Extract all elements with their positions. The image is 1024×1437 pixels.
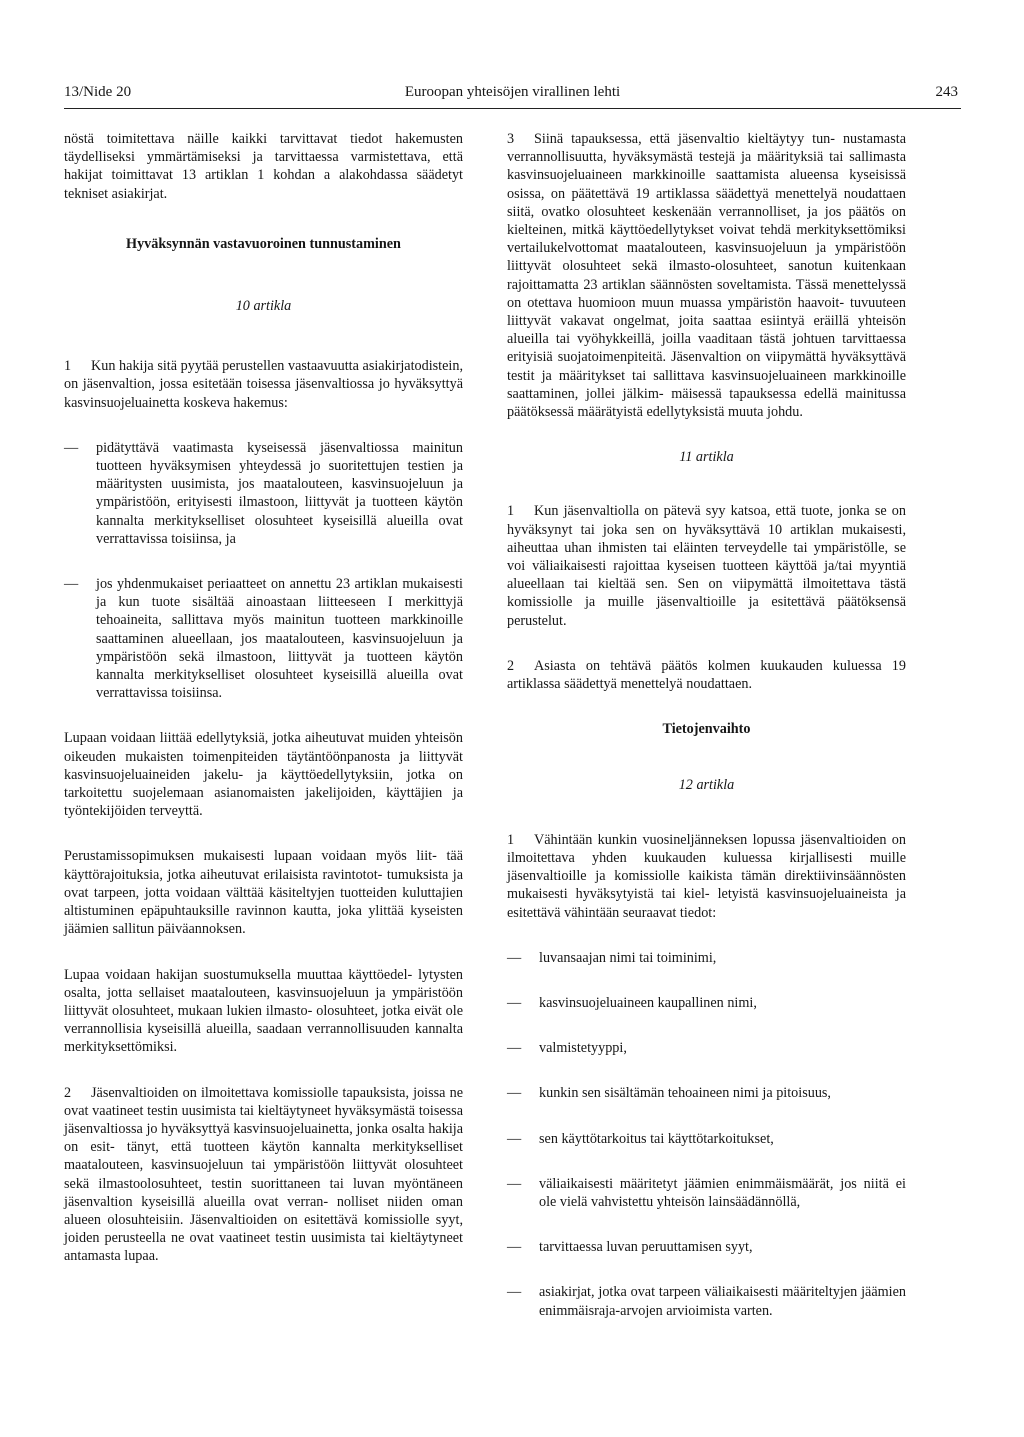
list-item-text: kunkin sen sisältämän tehoaineen nimi ja pitoisuus, xyxy=(539,1085,831,1102)
article-10-paragraph-2 xyxy=(64,1084,463,1266)
list-item-text: väliaikaisesti määritetyt jäämien enimmäismäärät, jos niitä ei ole vielä vahvistettu yhteisön lainsäädännöllä, xyxy=(539,1175,906,1210)
list-item xyxy=(507,1084,906,1102)
list-item xyxy=(507,949,906,967)
list-item-text: tarvittaessa luvan peruuttamisen syyt, xyxy=(539,1239,753,1256)
paragraph-number: 2 xyxy=(64,1084,72,1101)
paragraph-number: 2 xyxy=(507,657,515,674)
dash-marker: — xyxy=(507,994,522,1011)
list-item xyxy=(507,1039,906,1057)
section-heading-information-exchange: Tietojenvaihto xyxy=(662,721,751,738)
list-item xyxy=(507,1175,906,1211)
page-number: 243 xyxy=(935,84,958,100)
page-header xyxy=(64,84,961,109)
paragraph-restrictions: Perustamissopimuksen mukaisesti lupaan voidaan myös liit- tää käyttörajoituksia, jotka aiheutuvat erilaisista ravintotot- tumuksista ja ovat tarpeen, jotta voidaan välttää käsiteltyjen tuotteiden kuluttajien altistuminen epäpuhtauksille ravinnon kautta, joka ylittää kyseisten jäämien sallitun päiväannoksen. xyxy=(64,848,463,938)
list-item-text: sen käyttötarkoitus tai käyttötarkoitukset, xyxy=(539,1130,774,1147)
article-10-paragraph-3 xyxy=(507,130,906,421)
list-item-dash-1 xyxy=(64,439,463,548)
paragraph-text: Vähintään kunkin vuosineljänneksen lopussa jäsenvaltioiden on ilmoitettava yhden kuukauden kuluessa kirjallisesti muille jäsenvaltioille ja komissiolle kaikista tämän direktiivinsäännösten mukaisesti hyväksytyistä tai kiel- letyistä kasvinsuojeluaineista ja esitettävä vähintään seuraavat tiedot: xyxy=(507,831,906,921)
section-heading-mutual-recognition: Hyväksynnän vastavuoroinen tunnustaminen xyxy=(126,235,401,252)
list-item xyxy=(507,1238,906,1256)
required-information-list xyxy=(507,949,906,1320)
list-item-dash-2 xyxy=(64,575,463,702)
dash-marker: — xyxy=(507,1175,522,1192)
right-column xyxy=(507,130,906,1347)
dash-marker: — xyxy=(64,576,79,593)
dash-marker: — xyxy=(507,949,522,966)
article-12-paragraph-1 xyxy=(507,831,906,922)
list-item-text: pidätyttävä vaatimasta kyseisessä jäsenvaltiossa mainitun tuotteen hyväksymisen yhteydessä jo suoritettujen testien ja määritysten uusimista, jos maatalouteen, kasvinsuojeluun ja ympäristöön, erityisesti ilmastoon, liittyvät ja tuotteen käytön kannalta merkitykselliset olosuhteet kyseisillä alueilla ovat verrattavissa toisiinsa, ja xyxy=(96,439,463,547)
dash-marker: — xyxy=(507,1130,522,1147)
paragraph-text: Kun jäsenvaltiolla on pätevä syy katsoa, että tuote, jonka se on hyväksynyt tai joka sen on hyväksyttävä 10 artiklan mukaisesti, aiheuttaa uhan ihmisten tai eläinten terveydelle tai ympäristölle, se voi väliaikaisesti rajoittaa kyseisen tuotteen käyttöä ja/tai myyntiä alueellaan tai kieltää sen. Sen on viipymättä ilmoitettava tästä komissiolle ja muille jäsenvaltioille ja esitettävä päätöksensä perustelut. xyxy=(507,503,906,629)
list-item xyxy=(507,1283,906,1319)
paragraph-continued: nöstä toimitettava näille kaikki tarvittavat tiedot hakemusten täydelliseksi ymmärtämiseksi ja tarvittaessa varmistettava, että hakijat toimittavat 13 artiklan 1 kohdan a alakohdassa säädetyt tekniset asiakirjat. xyxy=(64,131,463,202)
article-11-paragraph-2 xyxy=(507,657,906,693)
article-12-title: 12 artikla xyxy=(678,777,735,794)
article-11-paragraph-1 xyxy=(507,502,906,629)
list-item-text: jos yhdenmukaiset periaatteet on annettu 23 artiklan mukaisesti ja kun tuote sisältää ainoastaan liitteeseen I merkittyjä tehoaineita, sallittava myös mainitun tuotteen markkinoille saattaminen alueellaan, jos maatalouteen, kasvinsuojeluun ja ympäristöön sekä ilmastoon, liittyvät ja tuotteen käytön kannalta merkitykselliset olosuhteet kyseisillä alueilla ovat verrattavissa toisiinsa. xyxy=(96,576,463,702)
list-item xyxy=(507,1130,906,1148)
paragraph-amendment: Lupaa voidaan hakijan suostumuksella muuttaa käyttöedel- lytysten osalta, jotta sellaiset maatalouteen, kasvinsuojeluun ja ympäristöön liittyvät olosuhteet, mukaan lukien ilmasto- olosuhteet, jotka eivät ole verrannollisia kyseisillä alueilla, saadaan verrannollisuuden kannalta merkityksettömiksi. xyxy=(64,966,463,1056)
paragraph-conditions: Lupaan voidaan liittää edellytyksiä, jotka aiheutuvat muiden yhteisön oikeuden mukaisten toimenpiteiden täytäntöönpanosta ja liittyvät kasvinsuojeluaineiden jakelu- ja käyttöedellytyksiin, jotka on tarkoitettu suojelemaan asianomaisten jakelijoiden, käyttäjien ja työntekijöiden terveyttä. xyxy=(64,730,463,820)
paragraph-text: Siinä tapauksessa, että jäsenvaltio kieltäytyy tun- nustamasta verrannollisuutta, hyväksymästä testejä ja määrityksiä tai sallimasta kasvinsuojeluaineen markkinoille saattamista alueensa kyseisissä osissa, on päätettävä 19 artiklassa säädettyä menettelyä noudattaen siitä, ovatko olosuhteet keskenään verrannolliset, ja jos päätös on kielteinen, mitkä käyttöedellytykset voivat tehdä merkityksettömiksi vertailukelvottomat maatalouteen, kasvinsuojeluun ja ympäristöön liittyvät olosuhteet sekä ilmasto-olosuhteet, sanotun kuitenkaan rajoittamatta 23 artiklan säännösten soveltamista. Tässä menettelyssä on otettava huomioon muun muassa ympäristön haavoit- tuvuuteen liittyvät vakavat ongelmat, joita saattaa esiintyä eräillä yhteisön alueilla tai vyöhykkeillä, joilla vaaditaan tästä johtuen tarvittaessa erityisiä suojatoimenpiteitä. Jäsenvaltion on viipymättä hyväksyttävä testit ja määritykset tai sallittava kasvinsuojeluaineen markkinoille saattaminen, jollei jälkim- mäisessä tapauksessa edellä mainitussa päätöksessä määrätyistä edellytyksistä muuta johdu. xyxy=(507,131,906,421)
list-item-text: asiakirjat, jotka ovat tarpeen väliaikaisesti määriteltyjen jäämien enimmäisraja-arvojen arvioimista varten. xyxy=(539,1284,906,1319)
paragraph-number: 1 xyxy=(507,831,515,848)
dash-marker: — xyxy=(507,1040,522,1057)
list-item-text: luvansaajan nimi tai toiminimi, xyxy=(539,949,717,966)
paragraph-number: 3 xyxy=(507,131,515,147)
dash-marker: — xyxy=(507,1239,522,1256)
journal-title: Euroopan yhteisöjen virallinen lehti xyxy=(404,84,621,100)
article-10-paragraph-1 xyxy=(64,357,463,412)
article-10-title: 10 artikla xyxy=(235,298,292,315)
dash-marker: — xyxy=(507,1085,522,1102)
dash-marker: — xyxy=(507,1284,522,1301)
left-column xyxy=(64,130,463,1293)
volume-number: 13/Nide 20 xyxy=(64,84,132,100)
paragraph-number: 1 xyxy=(64,358,72,375)
paragraph-text: Asiasta on tehtävä päätös kolmen kuukauden kuluessa 19 artiklassa säädettyä menettelyä noudattaen. xyxy=(507,657,906,693)
list-item-text: valmistetyyppi, xyxy=(539,1040,627,1057)
paragraph-number: 1 xyxy=(507,503,515,520)
dash-marker: — xyxy=(64,439,79,456)
list-item xyxy=(507,994,906,1012)
article-11-title: 11 artikla xyxy=(679,449,734,466)
paragraph-text: Kun hakija sitä pyytää perustellen vastaavuutta asiakirjatodistein, on jäsenvaltion, jossa esitetään toisessa jäsenvaltiossa jo hyväksyttyä kasvinsuojeluainetta koskeva hakemus: xyxy=(64,358,463,411)
paragraph-text: Jäsenvaltioiden on ilmoitettava komissiolle tapauksista, joissa ne ovat vaatineet testin uusimista tai kieltäytyneet hyväksymästä toisessa jäsenvaltiossa jo hyväksyttyä kasvinsuojeluainetta, jonka osalta hakija on esit- tänyt, että tuotteen käytön kannalta merkitykselliset maatalouteen, kasvinsuojeluun tai ympäristöön liittyvät olosuhteet sekä ilmastoolosuhteet, testin suorittaneen tai luvan myöntäneen jäsenvaltion kyseisillä alueilla ovat verran- nolliset niiden oman alueen olosuhteisiin. Jäsenvaltioiden on esitettävä komissiolle syyt, joiden perusteella ne ovat vaatineet testin uusimista tai kieltäytyneet antamasta lupaa. xyxy=(64,1084,463,1265)
list-item-text: kasvinsuojeluaineen kaupallinen nimi, xyxy=(539,994,757,1011)
